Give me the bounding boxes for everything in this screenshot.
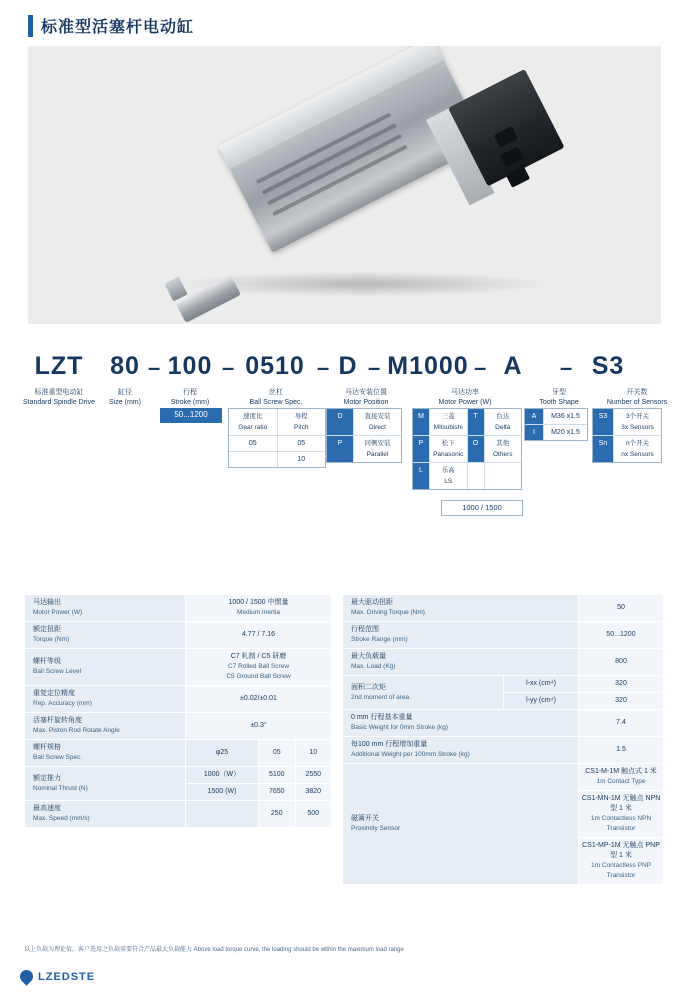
spec-label-proximity-sensor: 磁簧开关 Proximity Sensor bbox=[343, 764, 579, 885]
ballscrew-gear-value-empty bbox=[229, 452, 278, 467]
table-row bbox=[343, 649, 664, 676]
spec-value-max-driving-torque: 50 bbox=[579, 595, 664, 622]
page-header bbox=[28, 14, 194, 37]
spec-sub-lyy: l-yy (cm⁴) bbox=[504, 693, 579, 710]
option-sensors-table bbox=[592, 408, 662, 463]
spec-value-max-load: 800 bbox=[579, 649, 664, 676]
ballscrew-header-pitch: 导程 Pitch bbox=[294, 413, 309, 431]
dash-separator: – bbox=[148, 355, 161, 380]
motor-power-desc-o: 其他 Others bbox=[492, 440, 513, 458]
code-label-1: 缸径 Size (mm) bbox=[109, 389, 141, 406]
code-label-4: 马达安装位置 Motor Position bbox=[343, 389, 389, 406]
logo-text: LZEDSTE bbox=[38, 970, 96, 983]
spec-value-pitch-10: 10 bbox=[295, 740, 332, 767]
model-code-row bbox=[0, 352, 689, 386]
code-segment-5: M1000 bbox=[387, 352, 469, 380]
tooth-shape-spec-a: M36 x1.5 bbox=[551, 413, 580, 420]
tooth-shape-code-i: I bbox=[525, 425, 544, 440]
spec-sub-lxx: l-xx (cm⁴) bbox=[504, 676, 579, 693]
dash-separator: – bbox=[368, 355, 381, 380]
dash-separator: – bbox=[474, 355, 487, 380]
ballscrew-row bbox=[229, 451, 325, 467]
table-row bbox=[25, 713, 332, 740]
option-ballscrew-table bbox=[228, 408, 326, 468]
spec-value-sensor-npn: CS1-MN-1M 无触点 NPN 型 1 米 1m Contactless NPN Transistor bbox=[579, 791, 664, 838]
spec-value-stroke-range: 50...1200 bbox=[579, 622, 664, 649]
motor-position-row bbox=[327, 435, 401, 462]
table-row bbox=[25, 740, 332, 767]
motor-position-desc-d: 直接安装 Direct bbox=[364, 413, 391, 431]
sensor-row bbox=[593, 409, 661, 435]
motor-power-code-m: M bbox=[413, 409, 430, 435]
company-logo bbox=[20, 970, 95, 983]
spec-label-additional-weight: 每100 mm 行程增加重量 Additional Weight per 100mm Stroke (kg) bbox=[343, 737, 579, 764]
code-segment-0: LZT bbox=[34, 352, 84, 380]
table-row bbox=[343, 595, 664, 622]
spec-label-basic-weight: 0 mm 行程基本重量 Basic Weight for 0mm Stroke (kg) bbox=[343, 710, 579, 737]
motor-power-row bbox=[413, 409, 521, 435]
option-motor-position-table bbox=[326, 408, 402, 463]
spec-label-torque: 额定扭距 Torque (Nm) bbox=[25, 622, 186, 649]
spec-speed-05: 250 bbox=[259, 801, 295, 828]
header-accent-bar bbox=[28, 15, 33, 37]
table-row bbox=[25, 649, 332, 686]
tooth-shape-spec-i: M20 x1.5 bbox=[551, 429, 580, 436]
ballscrew-gear-value: 05 bbox=[229, 436, 278, 451]
motor-position-code-p: P bbox=[327, 436, 354, 462]
ballscrew-header-row bbox=[229, 409, 325, 435]
spec-speed-10: 500 bbox=[295, 801, 332, 828]
sensor-code-sn: Sn bbox=[593, 436, 614, 462]
ballscrew-header-gear: 速度比 Gear ratio bbox=[229, 409, 278, 435]
ballscrew-pitch-value: 05 bbox=[297, 440, 306, 447]
cylinder-top-face bbox=[218, 46, 444, 169]
option-motor-power-value: 1000 / 1500 bbox=[441, 500, 523, 516]
logo-mark-icon bbox=[17, 967, 35, 985]
code-label-6: 牙型 Tooth Shape bbox=[539, 389, 579, 406]
motor-power-code-l: L bbox=[413, 463, 430, 489]
sensor-desc-s3: 3个开关 3x Sensors bbox=[621, 413, 654, 431]
dash-separator: – bbox=[317, 355, 330, 380]
table-row bbox=[343, 710, 664, 737]
table-row bbox=[343, 764, 664, 791]
spec-label-max-load: 最大负载量 Max. Load (Kg) bbox=[343, 649, 579, 676]
spec-label-ballscrew-level: 螺杆等级 Ball Screw Level bbox=[25, 649, 186, 686]
code-segment-1: 80 bbox=[110, 352, 140, 380]
code-segment-7: S3 bbox=[591, 352, 625, 380]
spec-value-ballscrew-level: C7 轧制 / C5 研磨 C7 Rolled Ball Screw C5 Ground Ball Screw bbox=[186, 649, 332, 686]
spec-table-left bbox=[24, 594, 332, 828]
spec-label-stroke-range: 行程范围 Stroke Range (mm) bbox=[343, 622, 579, 649]
motor-power-desc-t: 台达 Delta bbox=[495, 413, 511, 431]
sensor-row bbox=[593, 435, 661, 462]
table-row bbox=[343, 676, 664, 693]
sensor-desc-sn: n个开关 nx Sensors bbox=[621, 440, 654, 458]
table-row bbox=[25, 686, 332, 713]
motor-power-empty bbox=[468, 463, 485, 489]
spec-label-motor-power: 马达输出 Motor Power (W) bbox=[25, 595, 186, 622]
footer-bar bbox=[0, 962, 689, 1000]
ballscrew-row bbox=[229, 435, 325, 451]
code-segment-3: 0510 bbox=[245, 352, 305, 380]
footer-note: 以上负载为理论值，客户选用之负载需要符合产品最大负载能力 Above load torque curve, the loading should be within the maximum load range bbox=[24, 947, 404, 953]
table-row bbox=[25, 801, 332, 828]
spec-label-rep-accuracy: 重复定位精度 Rep. Accuracy (mm) bbox=[25, 686, 186, 713]
spec-value-torque: 4.77 / 7.16 bbox=[186, 622, 332, 649]
ballscrew-pitch-value: 10 bbox=[297, 456, 306, 463]
code-label-0: 标准重型电动缸 Standard Spindle Drive bbox=[23, 389, 95, 406]
motor-power-empty-desc bbox=[485, 463, 522, 489]
option-tooth-shape-table bbox=[524, 408, 588, 441]
code-label-3: 丝杠 Ball Screw Spec. bbox=[249, 389, 303, 406]
code-label-2: 行程 Stroke (mm) bbox=[170, 389, 210, 406]
table-row bbox=[25, 595, 332, 622]
code-segment-6: A bbox=[503, 352, 523, 380]
spec-value-rep-accuracy: ±0.02/±0.01 bbox=[186, 686, 332, 713]
spec-value-sensor-pnp: CS1-MP-1M 无触点 PNP 型 1 米 1m Contactless PNP Transistor bbox=[579, 838, 664, 885]
motor-power-desc-m: 三菱 Mitsubishi bbox=[430, 409, 468, 435]
spec-value-pitch-05: 05 bbox=[259, 740, 295, 767]
spec-speed-blank bbox=[186, 801, 259, 828]
tooth-shape-code-a: A bbox=[525, 409, 544, 424]
spec-label-2nd-moment: 面积二次矩 2nd moment of area bbox=[343, 676, 504, 710]
motor-power-code-o: O bbox=[468, 436, 485, 462]
motor-position-desc-p: 同侧安装 Parallel bbox=[364, 440, 391, 458]
spec-thrust-1500-05: 7650 bbox=[259, 784, 295, 801]
code-label-5: 马达功率 Motor Power (W) bbox=[438, 389, 492, 406]
spec-label-max-speed: 最高速度 Max. Speed (mm/s) bbox=[25, 801, 186, 828]
spec-label-max-driving-torque: 最大驱动扭距 Max. Driving Torque (Nm) bbox=[343, 595, 579, 622]
spec-table-right bbox=[342, 594, 664, 885]
motor-power-row bbox=[413, 462, 521, 489]
spec-value-lxx: 320 bbox=[579, 676, 664, 693]
motor-position-code-d: D bbox=[327, 409, 354, 435]
spec-label-rotate-angle: 活塞杆旋转角度 Max. Piston Rod Rotate Angle bbox=[25, 713, 186, 740]
table-row bbox=[343, 737, 664, 764]
option-stroke-range: 50...1200 bbox=[160, 408, 222, 423]
product-image bbox=[28, 46, 661, 324]
option-motor-power-table bbox=[412, 408, 522, 490]
spec-value-lyy: 320 bbox=[579, 693, 664, 710]
code-label-7: 开关数 Number of Sensors bbox=[606, 389, 668, 406]
spec-thrust-1500-10: 3820 bbox=[295, 784, 332, 801]
spec-value-sensor-contact: CS1-M-1M 触点式 1 米 1m Contact Type bbox=[579, 764, 664, 791]
spec-value-diameter: φ25 bbox=[186, 740, 259, 767]
page-title: 标准型活塞杆电动缸 bbox=[41, 19, 195, 36]
motor-power-code-t: T bbox=[468, 409, 485, 435]
dash-separator: – bbox=[560, 355, 573, 380]
table-row bbox=[343, 622, 664, 649]
spec-value-motor-power: 1000 / 1500 中惯量 Medium Inertia bbox=[186, 595, 332, 622]
spec-value-additional-weight: 1.5 bbox=[579, 737, 664, 764]
tooth-shape-row bbox=[525, 424, 587, 440]
spec-label-nominal-thrust: 额定推力 Nominal Thrust (N) bbox=[25, 767, 186, 801]
spec-value-basic-weight: 7.4 bbox=[579, 710, 664, 737]
motor-power-desc-p: 松下 Panasonic bbox=[430, 436, 468, 462]
table-row bbox=[25, 767, 332, 784]
motor-power-row bbox=[413, 435, 521, 462]
dash-separator: – bbox=[222, 355, 235, 380]
motor-power-desc-l: 乐高 LS bbox=[430, 463, 468, 489]
sensor-code-s3: S3 bbox=[593, 409, 614, 435]
motor-position-row bbox=[327, 409, 401, 435]
spec-thrust-1000-10: 2550 bbox=[295, 767, 332, 784]
spec-value-rotate-angle: ±0.3° bbox=[186, 713, 332, 740]
spec-sub-1500w: 1500 (W) bbox=[186, 784, 259, 801]
code-segment-4: D bbox=[338, 352, 358, 380]
spec-thrust-1000-05: 5100 bbox=[259, 767, 295, 784]
tooth-shape-row bbox=[525, 409, 587, 424]
spec-sub-1000w: 1000（W） bbox=[186, 767, 259, 784]
spec-label-ballscrew-spec: 螺杆规格 Ball Screw Spec. bbox=[25, 740, 186, 767]
code-segment-2: 100 bbox=[167, 352, 213, 380]
table-row bbox=[25, 622, 332, 649]
motor-power-code-p: P bbox=[413, 436, 430, 462]
